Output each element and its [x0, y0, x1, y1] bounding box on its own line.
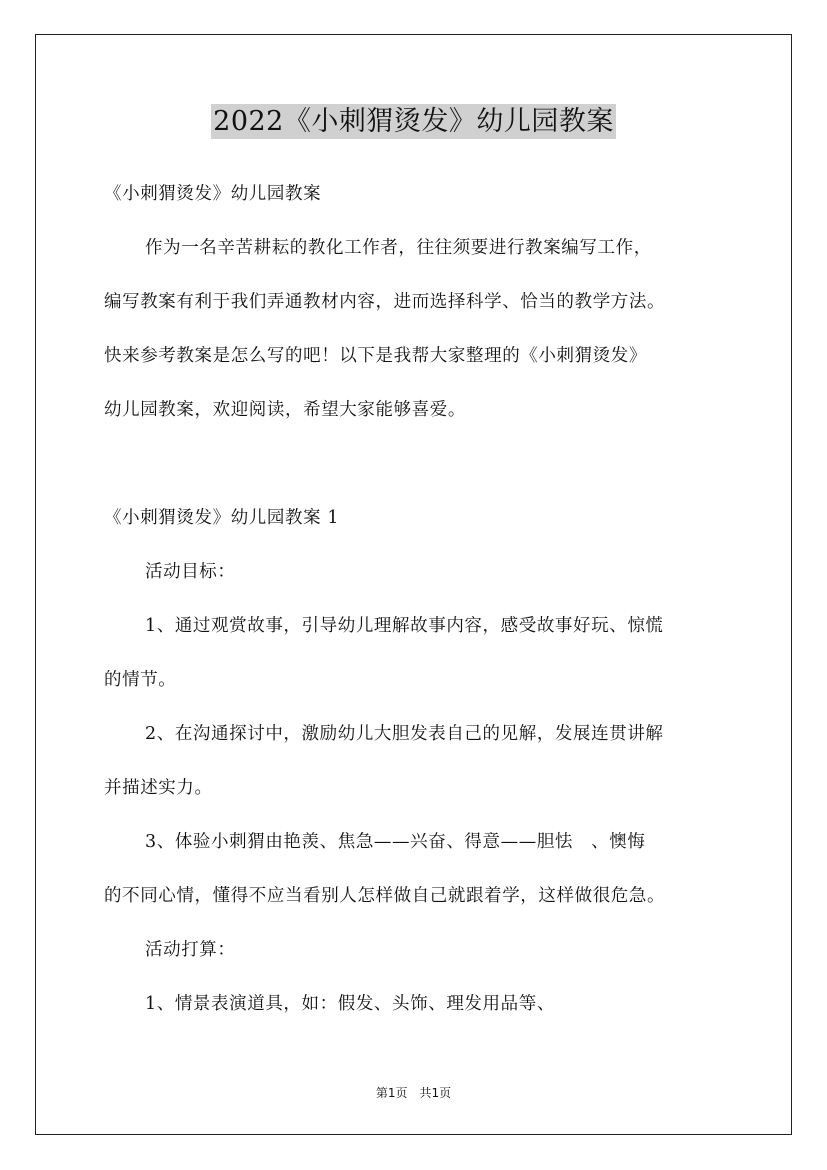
title-text: 2022《小刺猬烫发》幼儿园教案: [213, 106, 614, 137]
document-title: [0, 100, 827, 144]
intro-line-4: 幼儿园教案，欢迎阅读，希望大家能够喜爱。: [104, 400, 466, 420]
section-heading: 《小刺猬烫发》幼儿园教案 1: [104, 508, 340, 528]
objective-2-line-1: 2、在沟通探讨中，激励幼儿大胆发表自己的见解，发展连贯讲解: [145, 724, 664, 744]
intro-line-3: 快来参考教案是怎么写的吧！以下是我帮大家整理的《小刺猬烫发》: [104, 346, 647, 366]
objective-2-line-2: 并描述实力。: [104, 778, 213, 798]
preparation-heading: 活动打算：: [145, 940, 236, 960]
objectives-heading: 活动目标：: [145, 562, 236, 582]
preparation-item-1: 1、情景表演道具，如：假发、头饰、理发用品等、: [145, 994, 555, 1014]
intro-line-1: 作为一名辛苦耕耘的教化工作者，往往须要进行教案编写工作，: [145, 238, 652, 258]
page-footer: 第1页 共1页: [375, 1086, 452, 1100]
objective-3-line-2: 的不同心情，懂得不应当看别人怎样做自己就跟着学，这样做很危急。: [104, 886, 666, 906]
objective-1-line-1: 1、通过观赏故事，引导幼儿理解故事内容，感受故事好玩、惊慌: [145, 616, 664, 636]
objective-3-line-1: 3、体验小刺猬由艳羡、焦急——兴奋、得意——胆怯 、懊悔: [145, 832, 646, 852]
intro-line-2: 编写教案有利于我们弄通教材内容，进而选择科学、恰当的教学方法。: [104, 292, 666, 312]
doc-subtitle: 《小刺猬烫发》幼儿园教案: [104, 184, 322, 204]
objective-1-line-2: 的情节。: [104, 670, 177, 690]
